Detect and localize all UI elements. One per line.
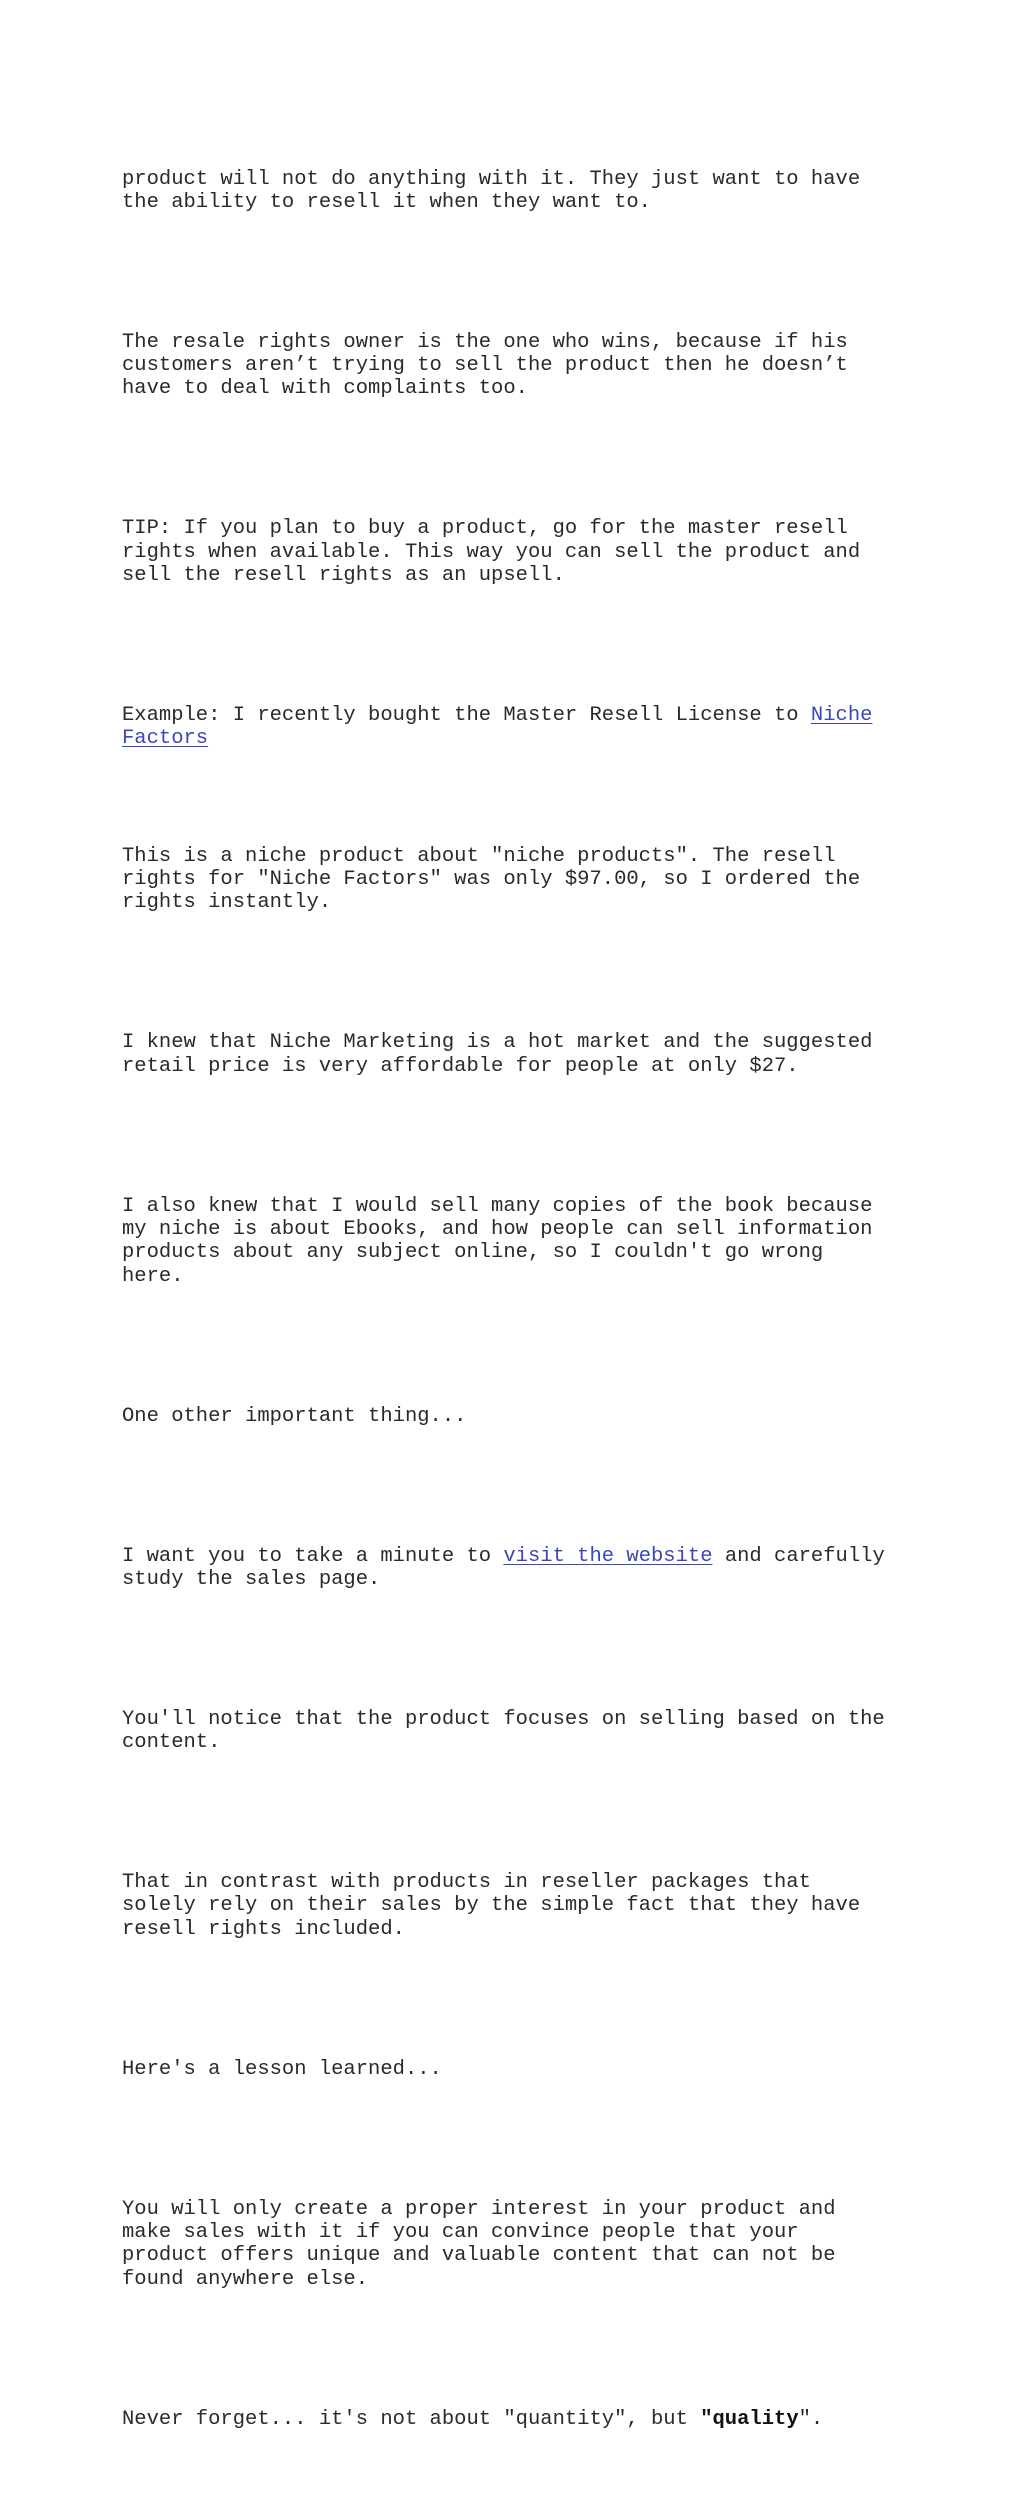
paragraph <box>122 1661 912 1801</box>
text-line <box>122 704 912 727</box>
quality-emphasis: "quality <box>700 2407 799 2431</box>
text-line: my niche is about Ebooks, and how people can sell information <box>122 1217 873 1241</box>
paragraph <box>122 2151 912 2337</box>
paragraph <box>122 121 912 261</box>
paragraph <box>122 284 912 447</box>
text-line: have to deal with complaints too. <box>122 377 528 401</box>
text-line: I knew that Niche Marketing is a hot market and the suggested <box>122 1031 873 1055</box>
text-line: the ability to resell it when they want to. <box>122 190 651 214</box>
niche-factors-link[interactable]: Niche <box>810 704 873 728</box>
text-line: study the sales page. <box>122 1567 381 1591</box>
text-line: One other important thing... <box>122 1404 467 1428</box>
text-line: sell the resell rights as an upsell. <box>122 564 565 588</box>
text-line <box>122 1545 912 1568</box>
text-line: You will only create a proper interest in your product and <box>122 2197 836 2221</box>
paragraph <box>122 1358 912 1474</box>
paragraph <box>122 985 912 1125</box>
text-line: This is a niche product about "niche products". The resell <box>122 844 836 868</box>
text-line: The resale rights owner is the one who wins, because if his <box>122 330 848 354</box>
closing-paragraph <box>122 2361 912 2477</box>
text-line: You'll notice that the product focuses on selling based on the <box>122 1707 885 1731</box>
text-line: product offers unique and valuable content that can not be <box>122 2244 836 2268</box>
text-line: retail price is very affordable for people at only $27. <box>122 1054 799 1078</box>
paragraph <box>122 2011 912 2127</box>
example-text: Example: I recently bought the Master Resell License to <box>122 704 811 728</box>
text-line: rights when available. This way you can sell the product and <box>122 540 861 564</box>
text-line: Here's a lesson learned... <box>122 2057 442 2081</box>
text-segment: I want you to take a minute to <box>122 1544 504 1568</box>
text-line: products about any subject online, so I couldn't go wrong <box>122 1241 824 1265</box>
text-segment: Never forget... it's not about "quantity", but <box>122 2407 701 2431</box>
text-line <box>122 727 912 750</box>
tip-paragraph <box>122 471 912 634</box>
text-line: resell rights included. <box>122 1917 405 1941</box>
text-line <box>122 2408 912 2431</box>
text-line: That in contrast with products in reseller packages that <box>122 1871 811 1895</box>
paragraph <box>122 1148 912 1334</box>
paragraph <box>122 1825 912 1988</box>
text-line: solely rely on their sales by the simple fact that they have <box>122 1894 861 1918</box>
paragraph <box>122 1498 912 1638</box>
text-line: rights instantly. <box>122 891 332 915</box>
text-line: customers aren’t trying to sell the product then he doesn’t <box>122 354 848 378</box>
text-line: I also knew that I would sell many copies of the book because <box>122 1194 873 1218</box>
text-line: rights for "Niche Factors" was only $97.00, so I ordered the <box>122 868 861 892</box>
text-segment: ". <box>798 2407 824 2431</box>
text-line: content. <box>122 1731 221 1755</box>
paragraph <box>122 798 912 961</box>
text-segment: and carefully <box>712 1544 885 1568</box>
text-line: TIP: If you plan to buy a product, go for the master resell <box>122 517 848 541</box>
text-line: found anywhere else. <box>122 2267 369 2291</box>
niche-factors-link-continued[interactable]: Factors <box>122 727 209 751</box>
text-line: here. <box>122 1264 184 1288</box>
document-page <box>122 121 912 2501</box>
example-paragraph <box>122 657 912 797</box>
text-line: product will not do anything with it. They just want to have <box>122 167 861 191</box>
visit-website-link[interactable]: visit the website <box>503 1544 713 1568</box>
text-line: make sales with it if you can convince people that your <box>122 2220 799 2244</box>
